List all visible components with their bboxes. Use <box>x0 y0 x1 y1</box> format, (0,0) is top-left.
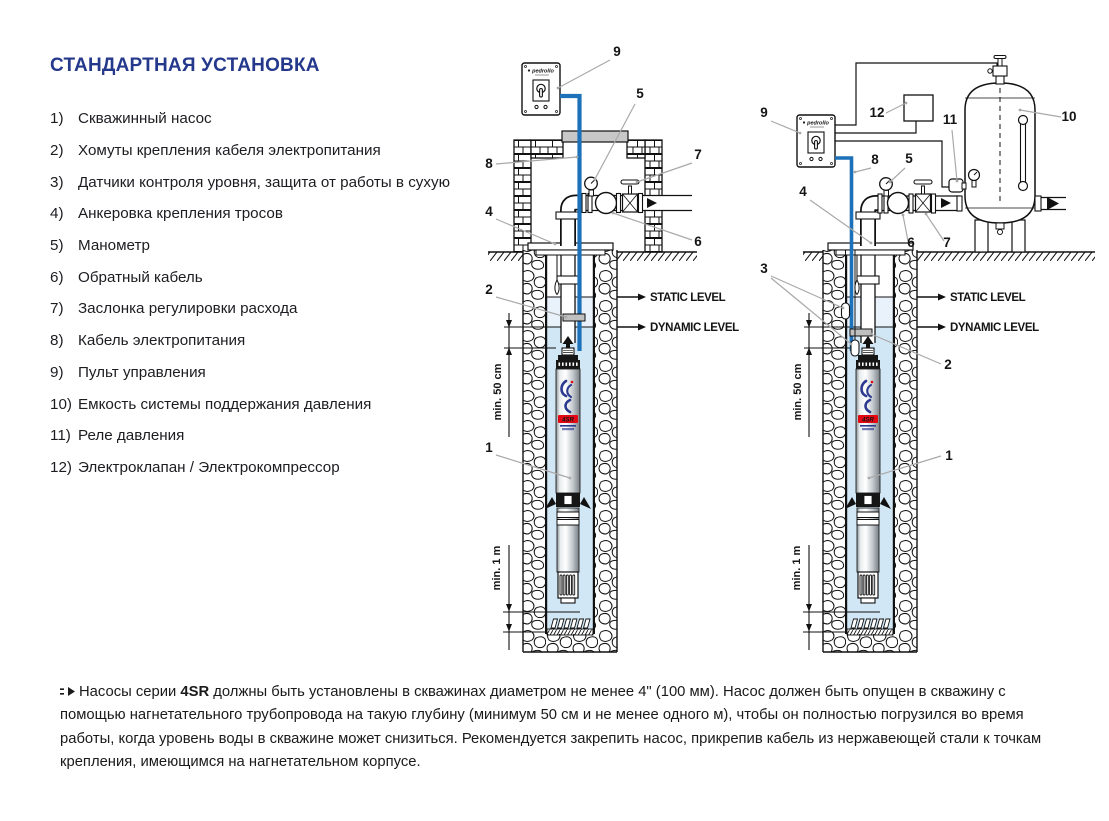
callout-6: 6 <box>694 234 702 249</box>
legend-item-number: 7) <box>50 300 64 318</box>
legend-item <box>50 135 480 167</box>
legend-item <box>50 166 480 198</box>
note-text-part2: должны быть установлены в скважинах диаметром не менее 4" (100 мм). Насос должен быть опущен в скважину с помощью нагнетательного трубопровода на такую глубину (минимум 50 см и не менее одного м), чтобы он полностью погрузился во время работы, когда уровень воды в скважине может снизиться. Рекомендуется закрепить насос, прикрепив кабель из нержавеющей стали к точкам крепления, имеющимся на нагнетательном корпусе. <box>60 684 1042 771</box>
flow-arrow-icon <box>1047 197 1059 210</box>
legend-item <box>50 420 480 452</box>
discharge-piping <box>556 177 692 246</box>
callout-2: 2 <box>944 357 952 372</box>
callout-3: 3 <box>760 261 768 276</box>
legend-item <box>50 261 480 293</box>
callout-11: 11 <box>942 112 958 127</box>
legend-item-number: 4) <box>50 205 64 223</box>
legend-item-label: Скважинный насос <box>78 110 212 128</box>
legend-item <box>50 452 480 484</box>
legend-item-number: 2) <box>50 142 64 160</box>
callout-12: 12 <box>869 105 885 120</box>
callout-4: 4 <box>799 184 807 199</box>
legend-item-number: 9) <box>50 363 64 381</box>
legend-item-number: 8) <box>50 332 64 350</box>
callout-2: 2 <box>485 282 493 297</box>
cable-clamp <box>850 329 872 336</box>
callout-5: 5 <box>636 86 644 101</box>
callout-9: 9 <box>760 105 768 120</box>
callout-6: 6 <box>907 235 915 250</box>
legend-item <box>50 230 480 262</box>
legend-item-label: Емкость системы поддержания давления <box>78 395 372 413</box>
callout-10: 10 <box>1061 109 1077 124</box>
legend-item-number: 10) <box>50 395 72 413</box>
note-series-name: 4SR <box>180 684 210 700</box>
brick-pit <box>514 131 662 252</box>
legend-item <box>50 293 480 325</box>
check-valve <box>888 193 909 214</box>
callout-4: 4 <box>485 204 493 219</box>
legend-item-number: 3) <box>50 173 64 191</box>
page-title: СТАНДАРТНАЯ УСТАНОВКА <box>50 55 320 76</box>
legend-item <box>50 357 480 389</box>
callout-9: 9 <box>613 44 621 59</box>
diagram-well-pit-installation <box>485 44 739 652</box>
legend-item-number: 1) <box>50 110 64 128</box>
flow-control-valve <box>914 180 932 212</box>
note-arrow-icon <box>60 686 75 697</box>
diagram-pressure-system-installation <box>760 56 1095 653</box>
legend-item-number: 12) <box>50 458 72 476</box>
legend-item-label: Реле давления <box>78 427 185 445</box>
legend-item-label: Обратный кабель <box>78 268 203 286</box>
flow-control-valve <box>621 180 639 212</box>
legend-item-number: 5) <box>50 237 64 255</box>
legend-item-label: Манометр <box>78 237 150 255</box>
installation-diagrams: 4SR pedrollo 9 5 8 7 4 6 2 1 9 12 11 10 8 5 4 6 7 3 2 1 <box>460 30 1109 680</box>
callout-7: 7 <box>694 147 702 162</box>
pressure-tank <box>965 56 1066 253</box>
legend-item-label: Хомуты крепления кабеля электропитания <box>78 142 381 160</box>
legend-item <box>50 103 480 135</box>
legend-item-number: 6) <box>50 268 64 286</box>
electro-valve-compressor <box>904 95 933 121</box>
legend-item-label: Анкеровка крепления тросов <box>78 205 283 223</box>
legend-list <box>50 103 480 483</box>
legend-item-label: Электроклапан / Электрокомпрессор <box>78 458 340 476</box>
callout-7: 7 <box>943 235 951 250</box>
callout-1: 1 <box>945 448 953 463</box>
callout-8: 8 <box>871 152 879 167</box>
legend-item-label: Пульт управления <box>78 363 206 381</box>
callout-5: 5 <box>905 151 913 166</box>
installation-note <box>60 681 1062 775</box>
legend-item-label: Кабель электропитания <box>78 332 246 350</box>
note-text-part1: Насосы серии <box>79 684 181 700</box>
callout-8: 8 <box>485 156 493 171</box>
callout-1: 1 <box>485 440 493 455</box>
legend-item <box>50 198 480 230</box>
legend-item <box>50 325 480 357</box>
pressure-gauge <box>880 178 893 196</box>
check-valve <box>596 193 617 214</box>
legend-item <box>50 388 480 420</box>
legend-item-label: Заслонка регулировки расхода <box>78 300 298 318</box>
legend-item-label: Датчики контроля уровня, защита от работы в сухую <box>78 173 450 191</box>
legend-item-number: 11) <box>50 427 71 445</box>
air-valve <box>988 56 1007 85</box>
